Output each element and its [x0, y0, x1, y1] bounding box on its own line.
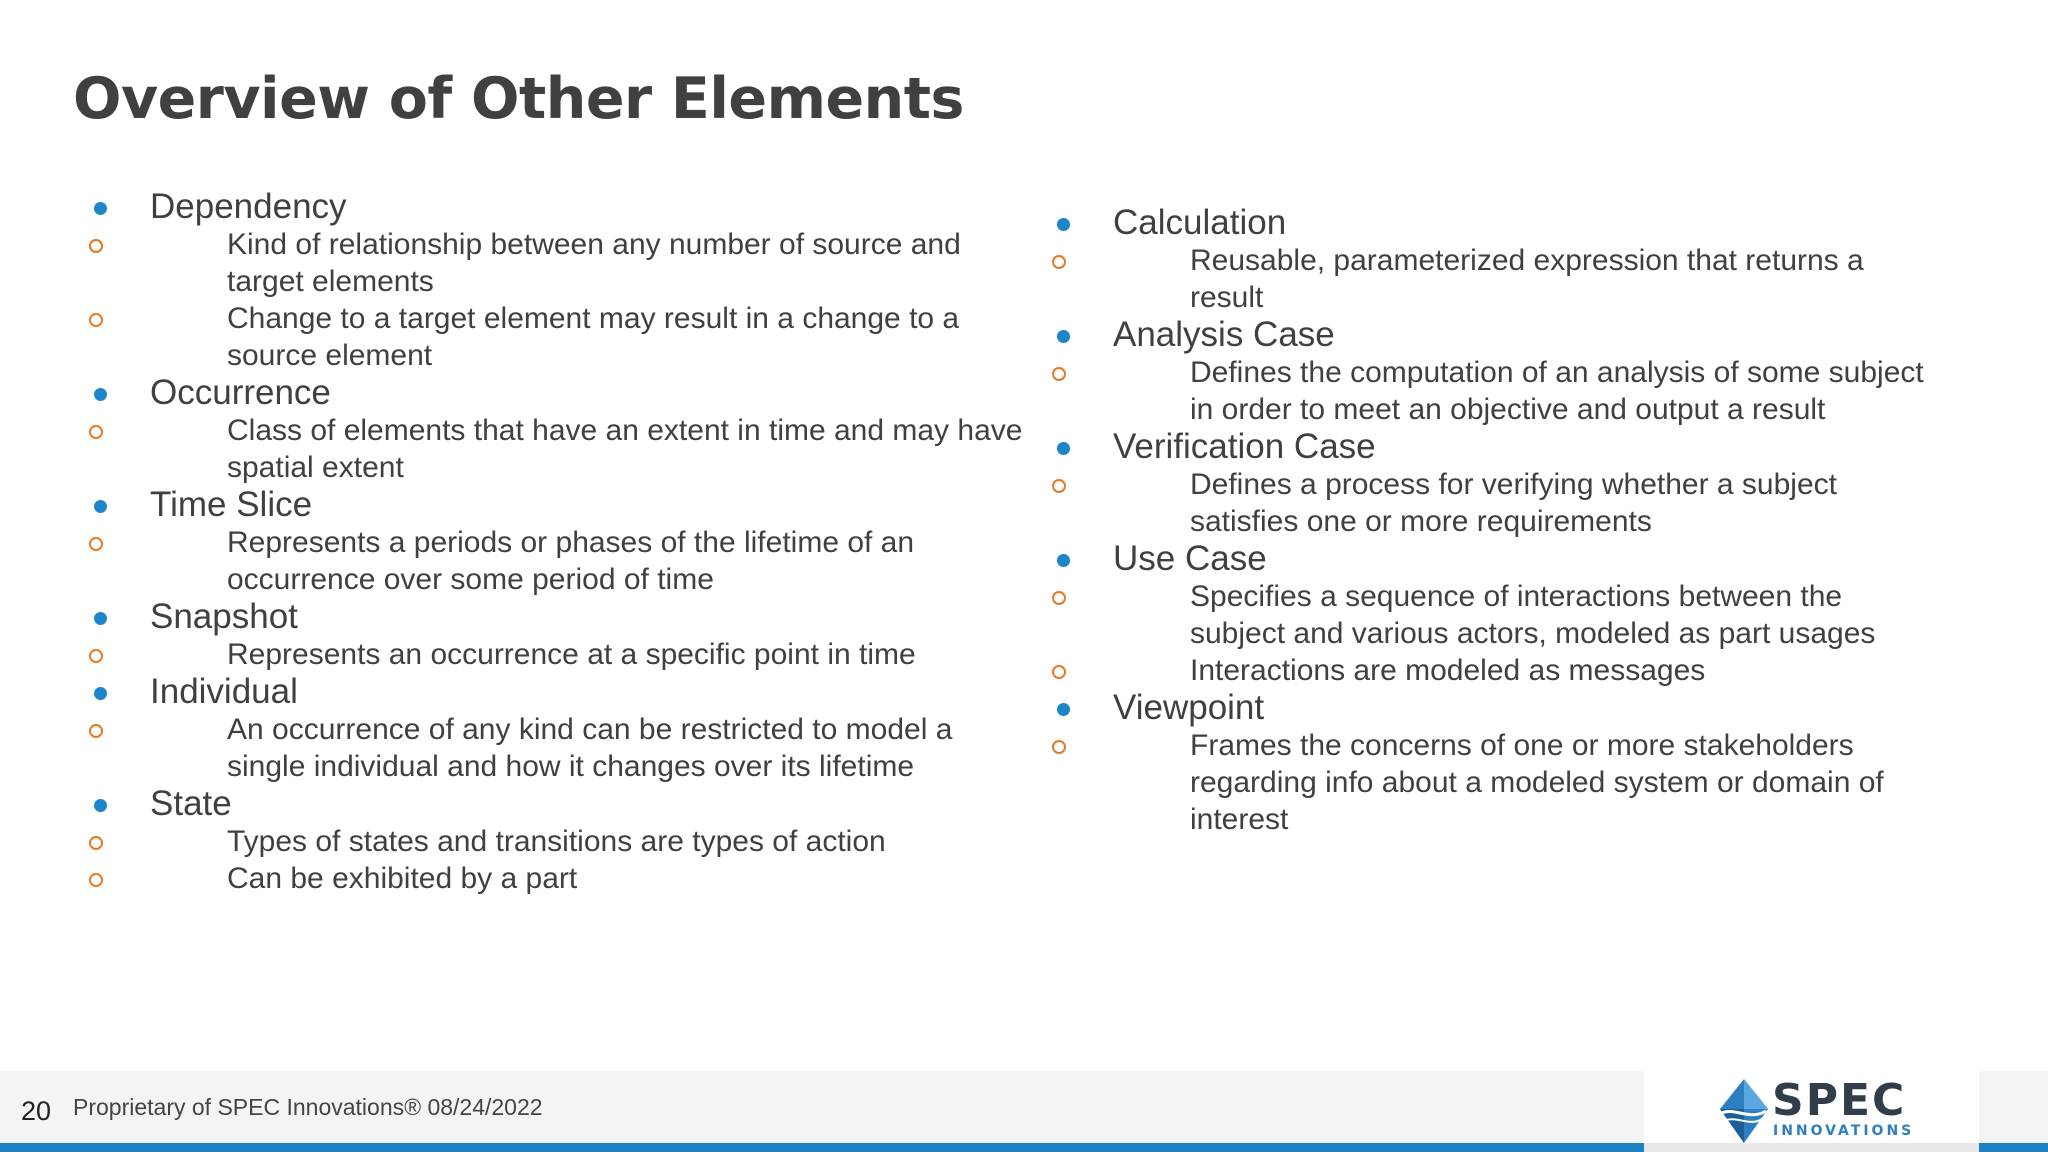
bullet-item	[1053, 316, 1933, 428]
sub-bullet-text: Change to a target element may result in a change to a source element	[227, 302, 960, 372]
bullet-label: State	[150, 784, 232, 823]
bullet-item	[90, 188, 1030, 374]
bullet-item	[90, 598, 1030, 673]
bullet-label: Individual	[150, 672, 298, 711]
bullet-label: Snapshot	[150, 597, 298, 636]
bullet-dot-icon	[94, 202, 107, 215]
bullet-dot-icon	[1057, 703, 1070, 716]
bullet-item	[90, 785, 1030, 897]
sub-bullet-item	[1113, 578, 1933, 652]
page-number: 20	[21, 1096, 52, 1126]
sub-bullet-list	[150, 524, 1030, 598]
circle-bullet-icon	[89, 239, 103, 253]
bullet-label: Verification Case	[1113, 427, 1376, 466]
circle-bullet-icon	[89, 425, 103, 439]
bullet-item	[90, 673, 1030, 785]
sub-bullet-text: Interactions are modeled as messages	[1190, 654, 1706, 687]
circle-bullet-icon	[89, 724, 103, 738]
sub-bullet-text: An occurrence of any kind can be restricted to model a single individual and how it changes over its lifetime	[227, 713, 953, 783]
sub-bullet-item	[1113, 727, 1933, 838]
bullet-dot-icon	[94, 388, 107, 401]
bullet-dot-icon	[94, 500, 107, 513]
bullet-dot-icon	[94, 612, 107, 625]
circle-bullet-icon	[1052, 479, 1066, 493]
bullet-item	[90, 374, 1030, 486]
bullet-dot-icon	[1057, 442, 1070, 455]
circle-bullet-icon	[1052, 740, 1066, 754]
bullet-item	[1053, 689, 1933, 838]
sub-bullet-item	[150, 412, 1030, 486]
sub-bullet-text: Reusable, parameterized expression that returns a result	[1190, 244, 1864, 314]
sub-bullet-list	[1113, 578, 1933, 689]
bullet-dot-icon	[94, 687, 107, 700]
sub-bullet-list	[1113, 354, 1933, 428]
circle-bullet-icon	[89, 649, 103, 663]
bullet-label: Occurrence	[150, 373, 331, 412]
sub-bullet-item	[150, 860, 1030, 897]
sub-bullet-item	[1113, 354, 1933, 428]
sub-bullet-list	[150, 226, 1030, 374]
sub-bullet-list	[1113, 242, 1933, 316]
bullet-item	[90, 486, 1030, 598]
sub-bullet-list	[1113, 466, 1933, 540]
bullet-label: Dependency	[150, 187, 347, 226]
sub-bullet-text: Class of elements that have an extent in time and may have spatial extent	[227, 414, 1023, 484]
sub-bullet-item	[150, 226, 1030, 300]
sub-bullet-item	[1113, 466, 1933, 540]
bullet-label: Use Case	[1113, 539, 1267, 578]
bullet-label: Analysis Case	[1113, 315, 1335, 354]
bullet-dot-icon	[1057, 218, 1070, 231]
circle-bullet-icon	[89, 836, 103, 850]
sub-bullet-item	[1113, 242, 1933, 316]
sub-bullet-text: Defines the computation of an analysis of some subject in order to meet an objective and output a result	[1190, 356, 1924, 426]
sub-bullet-text: Represents an occurrence at a specific point in time	[227, 638, 916, 671]
sub-bullet-text: Can be exhibited by a part	[227, 862, 578, 895]
logo-wordmark: SPEC	[1772, 1075, 1907, 1126]
sub-bullet-text: Frames the concerns of one or more stakeholders regarding info about a modeled system or domain of interest	[1190, 729, 1884, 836]
spec-diamond-logo-icon	[1716, 1077, 1772, 1145]
left-bullet-list	[90, 188, 1030, 897]
circle-bullet-icon	[89, 537, 103, 551]
sub-bullet-list	[150, 711, 1030, 785]
sub-bullet-list	[150, 823, 1030, 897]
sub-bullet-item	[150, 300, 1030, 374]
circle-bullet-icon	[1052, 665, 1066, 679]
sub-bullet-item	[150, 524, 1030, 598]
sub-bullet-text: Represents a periods or phases of the lifetime of an occurrence over some period of time	[227, 526, 915, 596]
sub-bullet-item	[150, 823, 1030, 860]
spec-logo	[1644, 1071, 1979, 1152]
bottom-accent-gap	[1644, 1143, 1979, 1152]
slide-title: Overview of Other Elements	[73, 66, 964, 132]
sub-bullet-list	[150, 636, 1030, 673]
bullet-label: Calculation	[1113, 203, 1287, 242]
sub-bullet-item	[150, 711, 1030, 785]
bullet-item	[1053, 204, 1933, 316]
bullet-item	[1053, 540, 1933, 689]
bullet-dot-icon	[94, 799, 107, 812]
footer-text: Proprietary of SPEC Innovations® 08/24/2022	[73, 1094, 543, 1120]
bullet-item	[1053, 428, 1933, 540]
logo-subtext: INNOVATIONS	[1773, 1123, 1915, 1139]
bullet-dot-icon	[1057, 330, 1070, 343]
circle-bullet-icon	[1052, 591, 1066, 605]
bullet-dot-icon	[1057, 554, 1070, 567]
circle-bullet-icon	[89, 313, 103, 327]
bullet-label: Time Slice	[150, 485, 313, 524]
sub-bullet-text: Specifies a sequence of interactions between the subject and various actors, modeled as part usages	[1190, 580, 1876, 650]
sub-bullet-item	[1113, 652, 1933, 689]
sub-bullet-list	[1113, 727, 1933, 838]
circle-bullet-icon	[1052, 255, 1066, 269]
sub-bullet-text: Types of states and transitions are types of action	[227, 825, 886, 858]
sub-bullet-list	[150, 412, 1030, 486]
bullet-label: Viewpoint	[1113, 688, 1265, 727]
right-bullet-list	[1053, 204, 1933, 838]
circle-bullet-icon	[1052, 367, 1066, 381]
sub-bullet-text: Kind of relationship between any number of source and target elements	[227, 228, 961, 298]
sub-bullet-text: Defines a process for verifying whether a subject satisfies one or more requirements	[1190, 468, 1837, 538]
sub-bullet-item	[150, 636, 1030, 673]
circle-bullet-icon	[89, 873, 103, 887]
